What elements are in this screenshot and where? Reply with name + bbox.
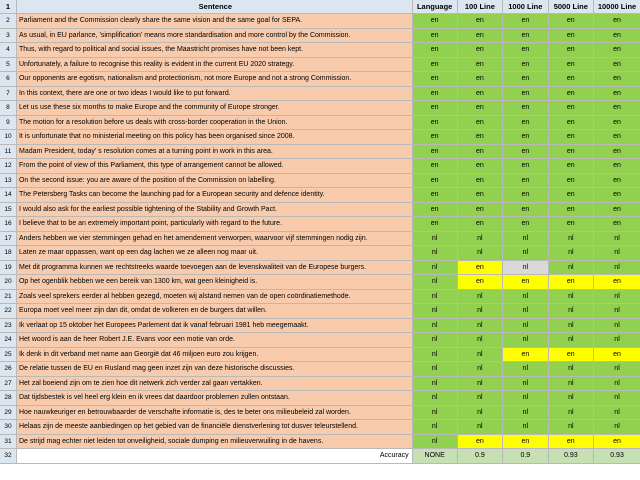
language-cell[interactable]: nl xyxy=(413,362,458,376)
prediction-10000-line[interactable]: en xyxy=(594,188,640,202)
prediction-100-line[interactable]: en xyxy=(458,261,503,275)
row-number[interactable]: 27 xyxy=(0,377,17,391)
prediction-10000-line[interactable]: en xyxy=(594,203,640,217)
row-number[interactable]: 19 xyxy=(0,261,17,275)
prediction-100-line[interactable]: en xyxy=(458,145,503,159)
language-cell[interactable]: nl xyxy=(413,275,458,289)
prediction-1000-line[interactable]: en xyxy=(503,14,548,28)
prediction-100-line[interactable]: en xyxy=(458,159,503,173)
prediction-5000-line[interactable]: nl xyxy=(549,377,594,391)
prediction-10000-line[interactable]: en xyxy=(594,174,640,188)
prediction-5000-line[interactable]: nl xyxy=(549,304,594,318)
prediction-100-line[interactable]: nl xyxy=(458,304,503,318)
language-cell[interactable]: en xyxy=(413,87,458,101)
row-number[interactable]: 11 xyxy=(0,145,17,159)
prediction-10000-line[interactable]: nl xyxy=(594,232,640,246)
row-number[interactable]: 31 xyxy=(0,435,17,449)
prediction-100-line[interactable]: en xyxy=(458,188,503,202)
prediction-10000-line[interactable]: en xyxy=(594,159,640,173)
prediction-1000-line[interactable]: nl xyxy=(503,246,548,260)
language-cell[interactable]: nl xyxy=(413,261,458,275)
prediction-5000-line[interactable]: en xyxy=(549,145,594,159)
table-row xyxy=(0,290,640,305)
prediction-100-line[interactable]: nl xyxy=(458,333,503,347)
language-cell[interactable]: en xyxy=(413,116,458,130)
sentence-cell[interactable]: Let us use these six months to make Europe and the community of Europe stronger. xyxy=(17,101,413,115)
prediction-10000-line[interactable]: en xyxy=(594,58,640,72)
prediction-1000-line[interactable]: en xyxy=(503,72,548,86)
header-row xyxy=(0,0,640,14)
prediction-100-line[interactable]: nl xyxy=(458,232,503,246)
row-number[interactable]: 17 xyxy=(0,232,17,246)
prediction-10000-line[interactable]: en xyxy=(594,72,640,86)
prediction-1000-line[interactable]: en xyxy=(503,29,548,43)
prediction-1000-line[interactable]: en xyxy=(503,217,548,231)
prediction-10000-line[interactable]: nl xyxy=(594,246,640,260)
table-row xyxy=(0,261,640,276)
sentence-cell[interactable]: I would also ask for the earliest possible tightening of the Stability and Growth Pact. xyxy=(17,203,413,217)
table-row xyxy=(0,14,640,29)
row-number[interactable]: 3 xyxy=(0,29,17,43)
row-number[interactable]: 1 xyxy=(0,0,17,13)
row-number[interactable]: 5 xyxy=(0,58,17,72)
prediction-5000-line[interactable]: en xyxy=(549,159,594,173)
table-row xyxy=(0,377,640,392)
prediction-10000-line[interactable]: nl xyxy=(594,377,640,391)
prediction-100-line[interactable]: en xyxy=(458,116,503,130)
prediction-100-line[interactable]: en xyxy=(458,87,503,101)
prediction-1000-line[interactable]: en xyxy=(503,145,548,159)
column-header-1000-line[interactable]: 1000 Line xyxy=(503,0,548,13)
row-number[interactable]: 21 xyxy=(0,290,17,304)
language-cell[interactable]: en xyxy=(413,174,458,188)
table-row xyxy=(0,87,640,102)
language-cell[interactable]: en xyxy=(413,29,458,43)
prediction-5000-line[interactable]: nl xyxy=(549,319,594,333)
prediction-1000-line[interactable]: en xyxy=(503,174,548,188)
prediction-1000-line[interactable]: nl xyxy=(503,420,548,434)
prediction-100-line[interactable]: nl xyxy=(458,246,503,260)
language-cell[interactable]: en xyxy=(413,14,458,28)
sentence-cell[interactable]: Laten ze maar oppassen, want op een dag lachen we ze alleen nog maar uit. xyxy=(17,246,413,260)
table-row xyxy=(0,304,640,319)
prediction-5000-line[interactable]: en xyxy=(549,188,594,202)
sentence-cell[interactable]: Op het ogenblik hebben we een bereik van 1300 km, wat geen kleinigheid is. xyxy=(17,275,413,289)
language-cell[interactable]: nl xyxy=(413,232,458,246)
table-row xyxy=(0,406,640,421)
language-cell[interactable]: nl xyxy=(413,406,458,420)
accuracy-10000-line[interactable]: 0.93 xyxy=(594,449,640,463)
language-cell[interactable]: nl xyxy=(413,333,458,347)
prediction-100-line[interactable]: en xyxy=(458,58,503,72)
table-row xyxy=(0,348,640,363)
sentence-cell[interactable]: Hoe nauwkeuriger en betrouwbaarder de verschafte informatie is, des te beter ons milieubeleid zal worden. xyxy=(17,406,413,420)
row-number[interactable]: 24 xyxy=(0,333,17,347)
table-row xyxy=(0,116,640,131)
prediction-100-line[interactable]: en xyxy=(458,217,503,231)
table-row xyxy=(0,420,640,435)
table-row xyxy=(0,275,640,290)
prediction-5000-line[interactable]: nl xyxy=(549,261,594,275)
table-row xyxy=(0,29,640,44)
prediction-10000-line[interactable]: en xyxy=(594,435,640,449)
prediction-5000-line[interactable]: en xyxy=(549,72,594,86)
prediction-5000-line[interactable]: nl xyxy=(549,333,594,347)
column-header-language[interactable]: Language xyxy=(413,0,458,13)
row-number[interactable]: 8 xyxy=(0,101,17,115)
prediction-100-line[interactable]: en xyxy=(458,72,503,86)
column-header-10000-line[interactable]: 10000 Line xyxy=(594,0,640,13)
table-row xyxy=(0,203,640,218)
sentence-cell[interactable]: It is unfortunate that no ministerial meeting on this policy has been organised since 2008. xyxy=(17,130,413,144)
prediction-5000-line[interactable]: en xyxy=(549,58,594,72)
table-row xyxy=(0,188,640,203)
row-number[interactable]: 4 xyxy=(0,43,17,57)
prediction-10000-line[interactable]: nl xyxy=(594,261,640,275)
prediction-5000-line[interactable]: en xyxy=(549,174,594,188)
language-cell[interactable]: en xyxy=(413,188,458,202)
language-cell[interactable]: en xyxy=(413,43,458,57)
sentence-cell[interactable]: Het zal boeiend zijn om te zien hoe dit netwerk zich verder zal gaan vertakken. xyxy=(17,377,413,391)
table-row xyxy=(0,319,640,334)
sentence-cell[interactable]: I believe that to be an extremely important point, particularly with regard to the future. xyxy=(17,217,413,231)
accuracy-language[interactable]: NONE xyxy=(413,449,458,463)
column-header-5000-line[interactable]: 5000 Line xyxy=(549,0,594,13)
prediction-100-line[interactable]: en xyxy=(458,174,503,188)
row-number[interactable]: 20 xyxy=(0,275,17,289)
sentence-cell[interactable]: Thus, with regard to political and social issues, the Maastricht promises have not been kept. xyxy=(17,43,413,57)
prediction-5000-line[interactable]: en xyxy=(549,87,594,101)
table-row xyxy=(0,232,640,247)
table-row xyxy=(0,72,640,87)
row-number[interactable]: 22 xyxy=(0,304,17,318)
prediction-1000-line[interactable]: nl xyxy=(503,304,548,318)
prediction-5000-line[interactable]: nl xyxy=(549,391,594,405)
prediction-1000-line[interactable]: nl xyxy=(503,377,548,391)
sentence-cell[interactable]: Met dit programma kunnen we rechtstreeks waarde toevoegen aan de levenskwaliteit van de Europese burgers. xyxy=(17,261,413,275)
language-cell[interactable]: en xyxy=(413,72,458,86)
prediction-5000-line[interactable]: en xyxy=(549,203,594,217)
prediction-100-line[interactable]: nl xyxy=(458,391,503,405)
sentence-cell[interactable]: Dat tijdsbestek is vel heel erg klein en ik vrees dat daardoor problemen zullen ontstaan. xyxy=(17,391,413,405)
table-row xyxy=(0,101,640,116)
language-cell[interactable]: nl xyxy=(413,348,458,362)
prediction-5000-line[interactable]: en xyxy=(549,275,594,289)
prediction-1000-line[interactable]: en xyxy=(503,203,548,217)
prediction-10000-line[interactable]: en xyxy=(594,14,640,28)
prediction-100-line[interactable]: nl xyxy=(458,406,503,420)
prediction-10000-line[interactable]: en xyxy=(594,87,640,101)
row-number[interactable]: 28 xyxy=(0,391,17,405)
language-cell[interactable]: en xyxy=(413,130,458,144)
accuracy-100-line[interactable]: 0.9 xyxy=(458,449,503,463)
prediction-1000-line[interactable]: nl xyxy=(503,261,548,275)
prediction-5000-line[interactable]: en xyxy=(549,348,594,362)
row-number[interactable]: 25 xyxy=(0,348,17,362)
prediction-1000-line[interactable]: en xyxy=(503,87,548,101)
language-cell[interactable]: en xyxy=(413,101,458,115)
sentence-cell[interactable]: Our opponents are egotism, nationalism and protectionism, not more Europe and not a strong Commission. xyxy=(17,72,413,86)
table-row xyxy=(0,159,640,174)
row-number[interactable]: 29 xyxy=(0,406,17,420)
prediction-10000-line[interactable]: nl xyxy=(594,420,640,434)
column-header-sentence[interactable]: Sentence xyxy=(17,0,413,13)
prediction-100-line[interactable]: en xyxy=(458,29,503,43)
language-cell[interactable]: nl xyxy=(413,304,458,318)
prediction-100-line[interactable]: en xyxy=(458,435,503,449)
sentence-cell[interactable]: On the second issue: you are aware of the position of the Commission on labelling. xyxy=(17,174,413,188)
prediction-10000-line[interactable]: en xyxy=(594,116,640,130)
row-number[interactable]: 9 xyxy=(0,116,17,130)
prediction-10000-line[interactable]: nl xyxy=(594,362,640,376)
sentence-cell[interactable]: De strijd mag echter niet leiden tot onveiligheid, sociale dumping en milieuverwuiling in de havens. xyxy=(17,435,413,449)
prediction-10000-line[interactable]: en xyxy=(594,130,640,144)
prediction-10000-line[interactable]: en xyxy=(594,43,640,57)
prediction-100-line[interactable]: nl xyxy=(458,362,503,376)
prediction-1000-line[interactable]: en xyxy=(503,116,548,130)
prediction-1000-line[interactable]: en xyxy=(503,159,548,173)
sentence-cell[interactable]: Parliament and the Commission clearly share the same vision and the same goal for SEPA. xyxy=(17,14,413,28)
row-number[interactable]: 32 xyxy=(0,449,17,463)
sentence-cell[interactable]: As usual, in EU parlance, 'simplification' means more standardisation and more control by the Commission. xyxy=(17,29,413,43)
prediction-1000-line[interactable]: en xyxy=(503,348,548,362)
language-cell[interactable]: en xyxy=(413,159,458,173)
prediction-1000-line[interactable]: nl xyxy=(503,319,548,333)
row-number[interactable]: 12 xyxy=(0,159,17,173)
row-number[interactable]: 2 xyxy=(0,14,17,28)
prediction-10000-line[interactable]: nl xyxy=(594,333,640,347)
prediction-1000-line[interactable]: en xyxy=(503,435,548,449)
table-row xyxy=(0,174,640,189)
prediction-1000-line[interactable]: nl xyxy=(503,362,548,376)
prediction-10000-line[interactable]: en xyxy=(594,217,640,231)
sentence-cell[interactable]: Europa moet veel meer zijn dan dit, omdat de volkeren en de burgers dat willen. xyxy=(17,304,413,318)
sentence-cell[interactable]: The Petersberg Tasks can become the launching pad for a European security and defence identity. xyxy=(17,188,413,202)
prediction-5000-line[interactable]: en xyxy=(549,435,594,449)
row-number[interactable]: 16 xyxy=(0,217,17,231)
sentence-cell[interactable]: In this context, there are one or two ideas I would like to put forward. xyxy=(17,87,413,101)
prediction-10000-line[interactable]: en xyxy=(594,29,640,43)
table-row xyxy=(0,145,640,160)
prediction-10000-line[interactable]: nl xyxy=(594,406,640,420)
language-cell[interactable]: en xyxy=(413,203,458,217)
language-cell[interactable]: nl xyxy=(413,420,458,434)
table-row xyxy=(0,333,640,348)
language-cell[interactable]: nl xyxy=(413,319,458,333)
language-cell[interactable]: nl xyxy=(413,435,458,449)
prediction-100-line[interactable]: en xyxy=(458,130,503,144)
row-number[interactable]: 18 xyxy=(0,246,17,260)
prediction-1000-line[interactable]: nl xyxy=(503,406,548,420)
prediction-5000-line[interactable]: nl xyxy=(549,406,594,420)
prediction-1000-line[interactable]: nl xyxy=(503,333,548,347)
prediction-1000-line[interactable]: en xyxy=(503,43,548,57)
prediction-100-line[interactable]: en xyxy=(458,203,503,217)
prediction-100-line[interactable]: nl xyxy=(458,420,503,434)
sentence-cell[interactable]: Ik denk in dit verband met name aan Georgië dat 46 miljoen euro zou krijgen. xyxy=(17,348,413,362)
prediction-100-line[interactable]: en xyxy=(458,275,503,289)
table-row xyxy=(0,362,640,377)
row-number[interactable]: 14 xyxy=(0,188,17,202)
prediction-100-line[interactable]: nl xyxy=(458,290,503,304)
row-number[interactable]: 23 xyxy=(0,319,17,333)
prediction-1000-line[interactable]: en xyxy=(503,188,548,202)
language-cell[interactable]: nl xyxy=(413,246,458,260)
sentence-cell[interactable]: Zoals veel sprekers eerder al hebben gezegd, moeten wij alstand nemen van de open coördinatiemethode. xyxy=(17,290,413,304)
prediction-5000-line[interactable]: en xyxy=(549,217,594,231)
prediction-5000-line[interactable]: en xyxy=(549,29,594,43)
accuracy-1000-line[interactable]: 0.9 xyxy=(503,449,548,463)
prediction-5000-line[interactable]: en xyxy=(549,130,594,144)
prediction-100-line[interactable]: en xyxy=(458,101,503,115)
prediction-10000-line[interactable]: nl xyxy=(594,304,640,318)
language-cell[interactable]: en xyxy=(413,145,458,159)
column-header-100-line[interactable]: 100 Line xyxy=(458,0,503,13)
prediction-1000-line[interactable]: en xyxy=(503,58,548,72)
sentence-cell[interactable]: From the point of view of this Parliament, this type of arrangement cannot be allowed. xyxy=(17,159,413,173)
language-cell[interactable]: en xyxy=(413,217,458,231)
prediction-1000-line[interactable]: en xyxy=(503,275,548,289)
prediction-10000-line[interactable]: en xyxy=(594,275,640,289)
prediction-1000-line[interactable]: nl xyxy=(503,391,548,405)
table-row xyxy=(0,217,640,232)
table-row xyxy=(0,130,640,145)
sentence-cell[interactable]: The motion for a resolution before us deals with cross-border cooperation in the Union. xyxy=(17,116,413,130)
table-row xyxy=(0,391,640,406)
language-cell[interactable]: nl xyxy=(413,391,458,405)
sentence-cell[interactable]: Ik verlaat op 15 oktober het Europees Parlement dat ik vanaf februari 1981 heb meegemaakt. xyxy=(17,319,413,333)
prediction-1000-line[interactable]: nl xyxy=(503,232,548,246)
prediction-100-line[interactable]: nl xyxy=(458,319,503,333)
prediction-10000-line[interactable]: en xyxy=(594,101,640,115)
prediction-5000-line[interactable]: nl xyxy=(549,290,594,304)
prediction-10000-line[interactable]: nl xyxy=(594,290,640,304)
sentence-cell[interactable]: Helaas zijn de meeste aanbiedingen op het gebied van de financiële dienstverlening tot dusver teleurstellend. xyxy=(17,420,413,434)
row-number[interactable]: 10 xyxy=(0,130,17,144)
prediction-100-line[interactable]: nl xyxy=(458,348,503,362)
table-row xyxy=(0,58,640,73)
accuracy-label[interactable]: Accuracy xyxy=(17,449,413,463)
sentence-cell[interactable]: Madam President, today' s resolution comes at a turning point in work in this area. xyxy=(17,145,413,159)
prediction-5000-line[interactable]: nl xyxy=(549,420,594,434)
sentence-cell[interactable]: Unfortunately, a failure to recognise this reality is evident in the current EU 2020 strategy. xyxy=(17,58,413,72)
sentence-cell[interactable]: De relatie tussen de EU en Rusland mag geen inzet zijn van deze historische discussies. xyxy=(17,362,413,376)
accuracy-row xyxy=(0,449,640,464)
table-row xyxy=(0,435,640,450)
prediction-5000-line[interactable]: nl xyxy=(549,362,594,376)
row-number[interactable]: 30 xyxy=(0,420,17,434)
prediction-10000-line[interactable]: en xyxy=(594,348,640,362)
row-number[interactable]: 15 xyxy=(0,203,17,217)
row-number[interactable]: 13 xyxy=(0,174,17,188)
prediction-100-line[interactable]: en xyxy=(458,43,503,57)
prediction-5000-line[interactable]: nl xyxy=(549,246,594,260)
prediction-10000-line[interactable]: en xyxy=(594,145,640,159)
prediction-5000-line[interactable]: en xyxy=(549,43,594,57)
prediction-5000-line[interactable]: en xyxy=(549,116,594,130)
prediction-100-line[interactable]: en xyxy=(458,14,503,28)
language-cell[interactable]: nl xyxy=(413,377,458,391)
table-row xyxy=(0,43,640,58)
language-cell[interactable]: nl xyxy=(413,290,458,304)
prediction-1000-line[interactable]: en xyxy=(503,101,548,115)
sentence-cell[interactable]: Het woord is aan de heer Robert J.E. Evans voor een motie van orde. xyxy=(17,333,413,347)
prediction-5000-line[interactable]: en xyxy=(549,14,594,28)
prediction-5000-line[interactable]: en xyxy=(549,101,594,115)
row-number[interactable]: 26 xyxy=(0,362,17,376)
row-number[interactable]: 6 xyxy=(0,72,17,86)
row-number[interactable]: 7 xyxy=(0,87,17,101)
prediction-10000-line[interactable]: nl xyxy=(594,319,640,333)
accuracy-5000-line[interactable]: 0.93 xyxy=(549,449,594,463)
language-cell[interactable]: en xyxy=(413,58,458,72)
data-rows xyxy=(0,14,640,449)
prediction-1000-line[interactable]: en xyxy=(503,130,548,144)
prediction-100-line[interactable]: nl xyxy=(458,377,503,391)
sentence-cell[interactable]: Anders hebben we vier stemmingen gehad en het amendement verworpen, waarvoor vijf stemmingen nodig zijn. xyxy=(17,232,413,246)
prediction-5000-line[interactable]: nl xyxy=(549,232,594,246)
table-row xyxy=(0,246,640,261)
prediction-1000-line[interactable]: nl xyxy=(503,290,548,304)
prediction-10000-line[interactable]: nl xyxy=(594,391,640,405)
